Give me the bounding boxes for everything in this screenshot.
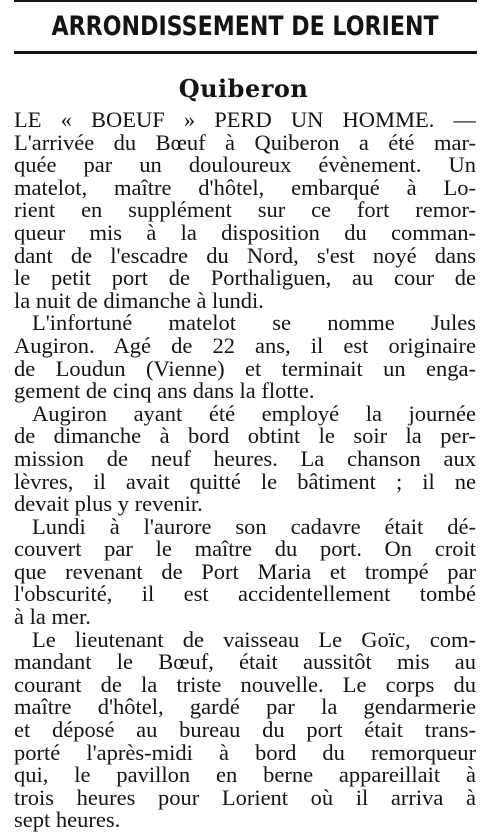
article-body xyxy=(14,109,476,832)
section-title: ARRONDISSEMENT DE LORIENT xyxy=(51,11,440,42)
article-paragraph xyxy=(14,312,476,402)
article-line: porté l'après-midi à bord du remorqueur xyxy=(14,739,476,765)
article-line: Le lieutenant de vaisseau Le Goïc, com- xyxy=(32,626,476,652)
article-line: à la mer. xyxy=(14,604,91,630)
article-line: Augiron ayant été employé la journée xyxy=(32,400,476,426)
article-paragraph xyxy=(14,626,476,832)
article-line: de Loudun (Vienne) et terminait un enga- xyxy=(14,355,476,381)
article-line: Lundi à l'aurore son cadavre était dé- xyxy=(32,513,476,539)
article-paragraph xyxy=(14,513,476,630)
article-line: mandant le Bœuf, était aussitôt mis au xyxy=(14,649,476,675)
article-line: gement de cinq ans dans la flotte. xyxy=(14,378,315,404)
article-line: lèvres, il avait quitté le bâtiment ; il ne xyxy=(14,468,476,494)
section-header xyxy=(14,0,477,54)
article-line: LE « BOEUF » PERD UN HOMME. — xyxy=(14,107,476,132)
article-line: L'arrivée du Bœuf à Quiberon a été mar- xyxy=(14,129,476,155)
article-line: de dimanche à bord obtint le soir la per- xyxy=(14,423,476,449)
article-paragraph xyxy=(14,109,476,312)
article-line: couvert par le maître du port. On croit xyxy=(14,536,476,562)
article-line: courant de la triste nouvelle. Le corps du xyxy=(14,671,476,697)
article-line: et déposé au bureau du port était trans- xyxy=(14,717,476,743)
article-line: trois heures pour Lorient où il arriva à xyxy=(14,784,476,810)
article-line: rient en supplément sur ce fort remor- xyxy=(14,197,476,223)
article-line: maître d'hôtel, gardé par la gendarmerie xyxy=(14,694,476,720)
article-paragraph xyxy=(14,400,476,517)
article-line: la nuit de dimanche à lundi. xyxy=(14,287,264,313)
article-dateline: Quiberon xyxy=(178,74,309,103)
article-line: qui, le pavillon en berne appareillait à xyxy=(14,762,476,788)
article-line: devait plus y revenir. xyxy=(14,491,203,517)
article-line: mission de neuf heures. La chanson aux xyxy=(14,445,476,471)
article-line: matelot, maître d'hôtel, embarqué à Lo- xyxy=(14,174,476,200)
article-line: le petit port de Porthaliguen, au cour de xyxy=(14,265,476,291)
article-line: queur mis à la disposition du comman- xyxy=(14,219,476,245)
article-line: quée par un douloureux évènement. Un xyxy=(14,152,476,178)
article-line: dant de l'escadre du Nord, s'est noyé dans xyxy=(14,242,476,268)
article-line: sept heures. xyxy=(14,807,121,832)
article-line: l'obscurité, il est accidentellement tombé xyxy=(14,581,476,607)
article-line: que revenant de Port Maria et trompé par xyxy=(14,558,476,584)
article-line: L'infortuné matelot se nomme Jules xyxy=(32,310,476,336)
article-line: Augiron. Agé de 22 ans, il est originaire xyxy=(14,332,476,358)
